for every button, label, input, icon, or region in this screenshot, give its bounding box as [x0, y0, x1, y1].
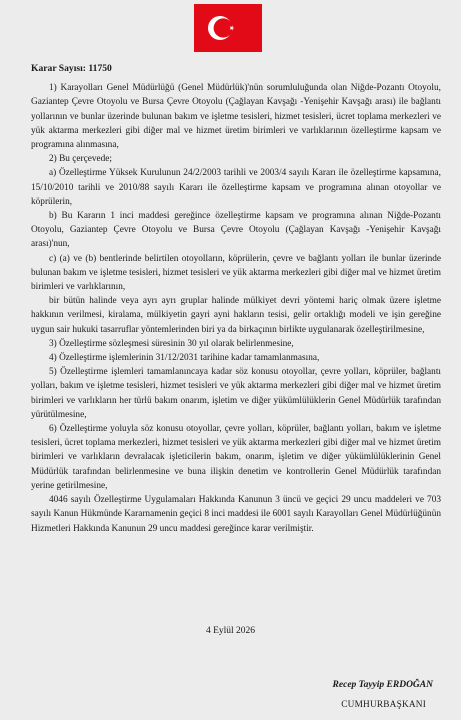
paragraph-2b: b) Bu Kararın 1 inci maddesi gereğince özelleştirme kapsam ve programına alınan Niğde-Pozantı Otoyolu, Gaziantep Çevre Otoyolu ve Bursa Çevre Otoyolu (Çağlayan Kavşağı -Yenişehir Kavşağı arası)'nun,: [31, 211, 441, 250]
signatory-title: CUMHURBAŞKANI: [341, 700, 426, 710]
paragraph-2a: a) Özelleştirme Yüksek Kurulunun 24/2/2003 tarihli ve 2003/4 sayılı Kararı ile özelleştirme kapsamına, 15/10/2010 tarihli ve 2010/88 sayılı Kararı ile özelleştirme kapsam ve programına alınan otoyollar ve köprülerin,: [31, 168, 441, 207]
decision-number: Karar Sayısı: 11750: [31, 63, 112, 74]
paragraph-6: 6) Özelleştirme yoluyla söz konusu otoyollar, çevre yolları, köprüler, bağlantı yolları, bakım ve işletme tesisleri, ücret toplama merkezleri, hizmet tesisleri ve yük aktarma merkezleri gibi diğer mal ve hizmet üretim birimleri ve varlıkların devralacak işleticilerin bakım, onarım, işletim ve diğer yükümlülüklerinin Genel Müdürlük tarafından belirlenmesine ve buna ilişkin denetim ve kontrollerin Genel Müdürlük tarafından yerine getirilmesine,: [31, 424, 441, 491]
paragraph-5: 5) Özelleştirme işlemleri tamamlanıncaya kadar söz konusu otoyollar, çevre yolları, köprüler, bağlantı yolları, bakım ve işletme tesisleri, hizmet tesisleri ve yük aktarma merkezleri gibi diğer mal ve hizmet üretim birimleri ve varlıkların her türlü bakım onarım, işletim ve diğer yükümlülüklerin Genel Müdürlük tarafından yürütülmesine,: [31, 367, 441, 420]
decision-paragraphs: [31, 81, 441, 536]
turkish-flag-icon: [194, 4, 262, 52]
paragraph-1: 1) Karayolları Genel Müdürlüğü (Genel Müdürlük)'nün sorumluluğunda olan Niğde-Pozantı Otoyolu, Gaziantep Çevre Otoyolu ve Bursa Çevre Otoyolu (Çağlayan Kavşağı -Yenişehir Kavşağı arası) ile bağlantı yollarının ve bunlar üzerinde bulunan bakım ve işletme tesisleri, hizmet tesisleri, ücret toplama merkezleri ve yük aktarma merkezleri gibi diğer mal ve hizmet üretim birimleri ve varlıklarının özelleştirme kapsam ve programına alınmasına,: [31, 83, 441, 151]
paragraph-method: bir bütün halinde veya ayrı ayrı gruplar halinde mülkiyet devri yöntemi hariç olmak üzere işletme hakkının verilmesi, kiralama, mülkiyetin gayri ayni hakların tesisi, gelir ortaklığı modeli ve işin gereğine uygun sair hukuki tasarruflar yöntemlerinden biri ya da birkaçının birlikte uygulanarak özelleştirilmesine,: [31, 296, 441, 335]
paragraph-2c: c) (a) ve (b) bentlerinde belirtilen otoyolların, köprülerin, çevre ve bağlantı yolları ile bunlar üzerinde bulunan bakım ve işletme tesisleri, hizmet tesisleri ve yük aktarma merkezleri gibi diğer mal ve hizmet üretim birimleri ve varlıklarının,: [31, 253, 441, 293]
paragraph-3: 3) Özelleştirme sözleşmesi süresinin 30 yıl olarak belirlenmesine,: [49, 338, 294, 349]
decision-text: [31, 62, 441, 536]
signatory-name: Recep Tayyip ERDOĞAN: [332, 680, 433, 690]
paragraph-4: 4) Özelleştirme işlemlerinin 31/12/2031 tarihine kadar tamamlanmasına,: [49, 353, 320, 364]
decision-date: 4 Eylül 2026: [205, 626, 256, 636]
paragraph-legal-basis: 4046 sayılı Özelleştirme Uygulamaları Hakkında Kanunun 3 üncü ve geçici 29 uncu maddeleri ve 703 sayılı Kanun Hükmünde Kararnamenin geçici 8 inci maddesi ile 6001 sayılı Karayolları Genel Müdürlüğünün Hizmetleri Hakkında Kanunun 29 uncu maddesi gereğince karar verilmiştir.: [31, 495, 441, 534]
paragraph-2: 2) Bu çerçevede;: [49, 154, 112, 165]
